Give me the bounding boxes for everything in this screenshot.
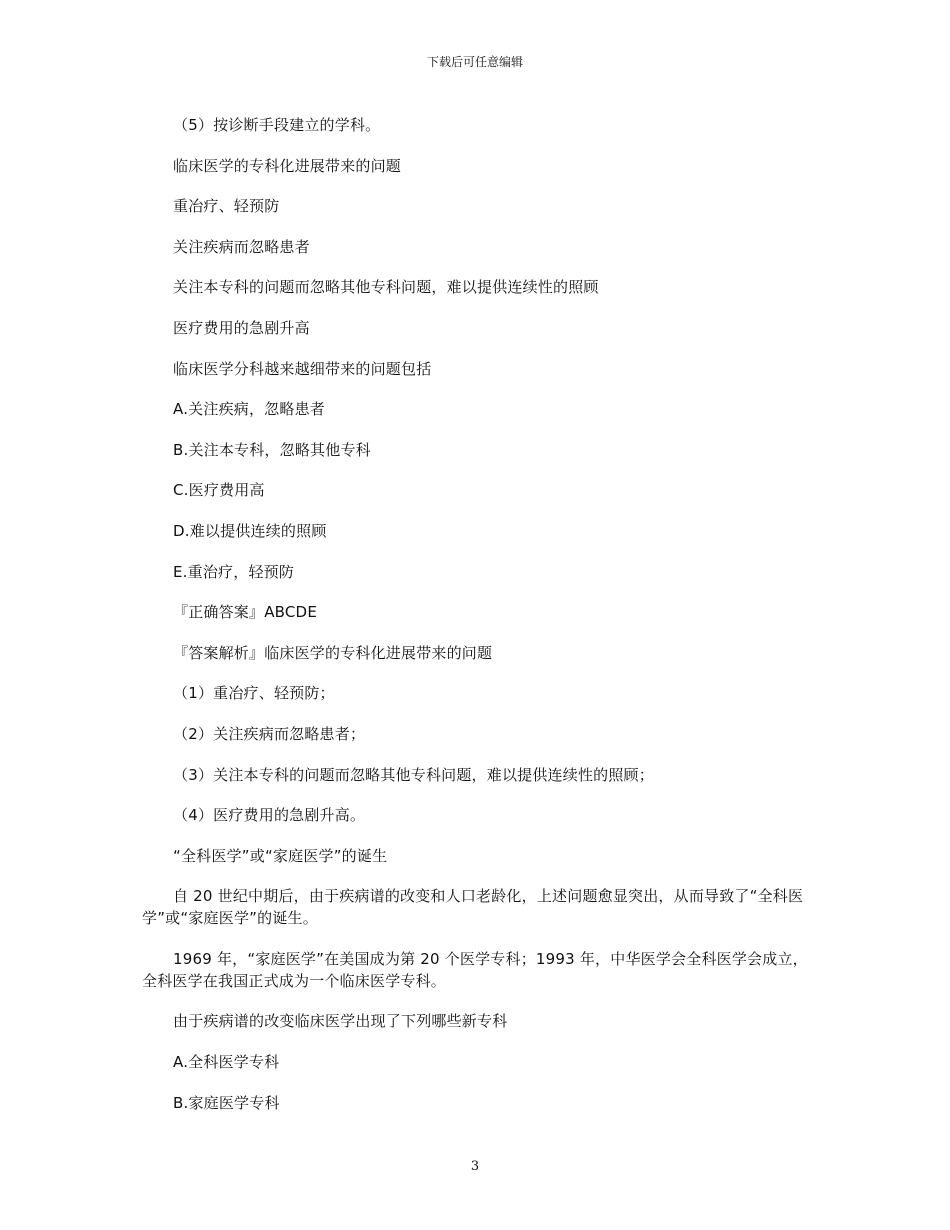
paragraph: 重冶疗、轻预防 [173,197,280,216]
option-c: C.医疗费用高 [173,481,265,500]
option-d: D.难以提供连续的照顾 [173,521,327,540]
option-b: B.关注本专科，忽略其他专科 [173,440,371,459]
answer-explanation: 『答案解析』临床医学的专科化进展带来的问题 [173,643,493,662]
option-b: B.家庭医学专科 [173,1093,280,1112]
explanation-item: （1）重冶疗、轻预防； [173,684,335,703]
paragraph: 关注疾病而忽略患者 [173,237,310,256]
section-heading: “全科医学”或“家庭医学”的诞生 [173,846,388,865]
explanation-item: （3）关注本专科的问题而忽略其他专科问题，难以提供连续性的照顾； [173,765,654,784]
correct-answer: 『正确答案』ABCDE [173,603,317,622]
paragraph: 关注本专科的问题而忽略其他专科问题，难以提供连续性的照顾 [173,278,599,297]
explanation-item: （2）关注疾病而忽略患者； [173,724,366,743]
option-a: A.关注疾病，忽略患者 [173,400,325,419]
paragraph: 自 20 世纪中期后，由于疾病谱的改变和人口老龄化，上述问题愈显突出，从而导致了“全科医学”或“家庭医学”的诞生。 [142,887,804,928]
option-e: E.重治疗，轻预防 [173,562,295,581]
question-stem: 由于疾病谱的改变临床医学出现了下列哪些新专科 [173,1012,508,1031]
page-header: 下载后可任意编辑 [426,55,523,69]
paragraph: 1969 年，“家庭医学”在美国成为第 20 个医学专科；1993 年，中华医学会全科医学会成立，全科医学在我国正式成为一个临床医学专科。 [142,949,808,990]
page-number: 3 [470,1159,480,1174]
paragraph: 临床医学的专科化进展带来的问题 [173,156,402,175]
option-a: A.全科医学专科 [173,1053,280,1072]
document-body [142,114,817,1132]
explanation-item: （4）医疗费用的急剧升高。 [173,806,366,825]
paragraph: 医疗费用的急剧升高 [173,318,310,337]
paragraph: （5）按诊断手段建立的学科。 [173,116,381,134]
question-stem: 临床医学分科越来越细带来的问题包括 [173,359,432,378]
